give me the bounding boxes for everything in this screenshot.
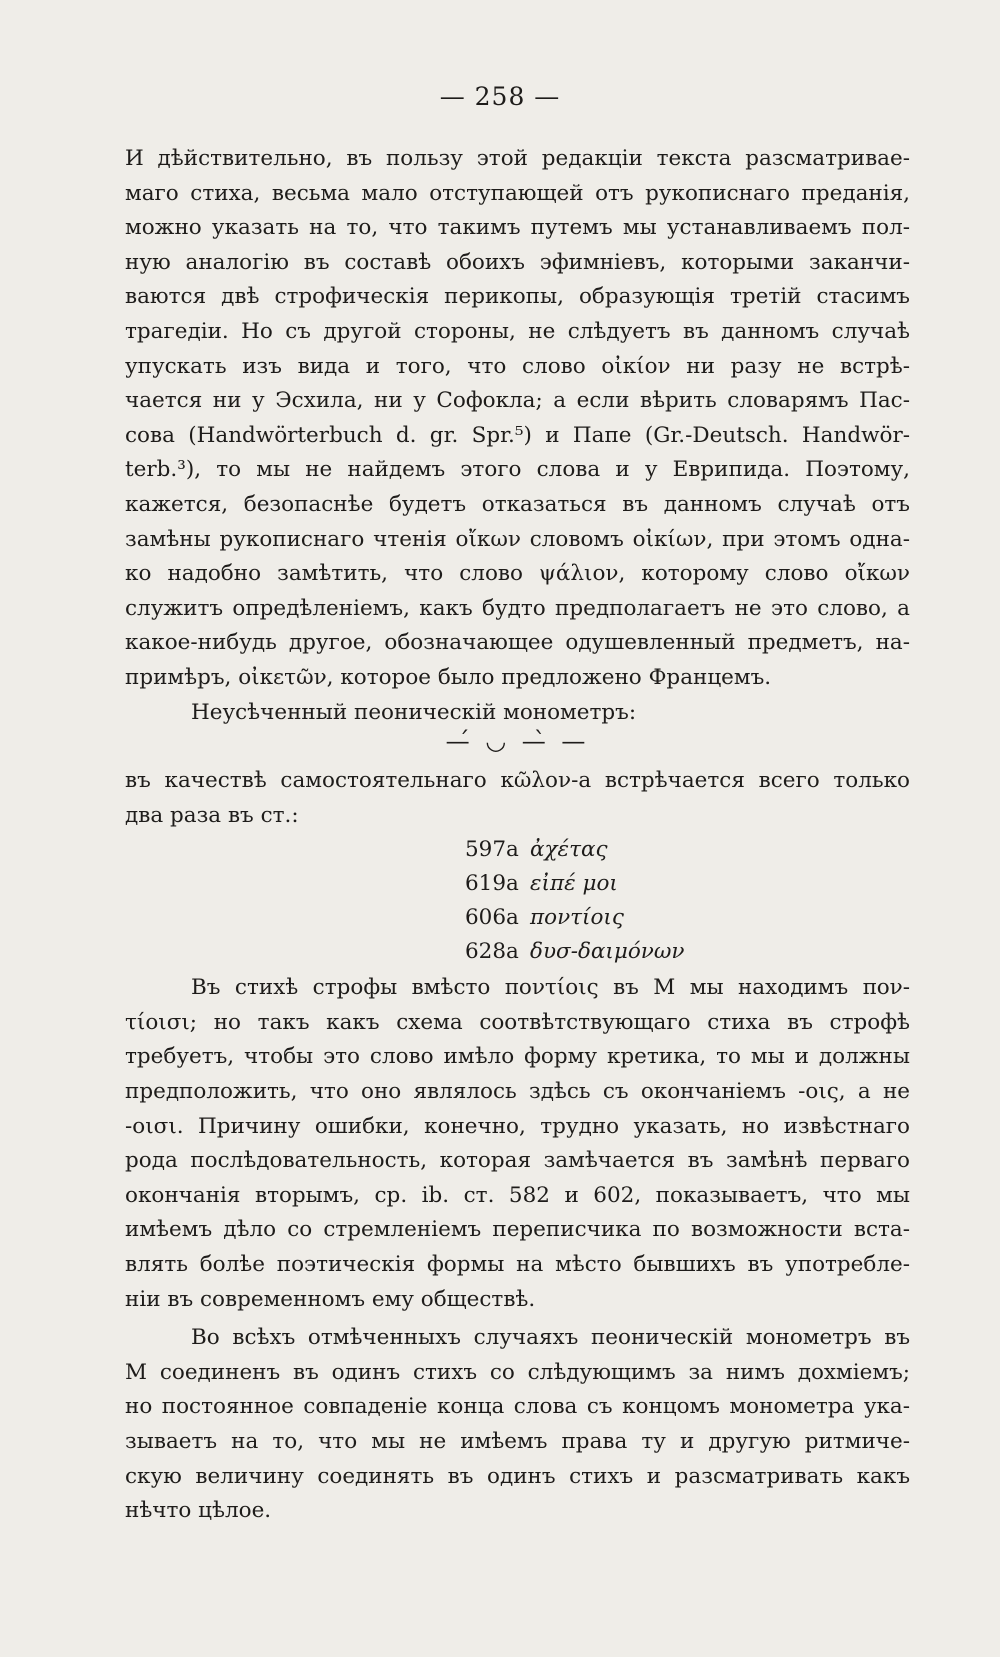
page-number: — 258 — bbox=[439, 82, 561, 111]
text-line: можно указать на то, что такимъ путемъ мы устанавливаемъ пол- bbox=[125, 215, 910, 241]
text-line: зываетъ на то, что мы не имѣемъ права ту и другую ритмиче- bbox=[125, 1429, 910, 1454]
meter-symbols: —́ ◡ —̀ — bbox=[445, 727, 590, 756]
citation-verse: 628a bbox=[465, 939, 519, 965]
text-line: Во всѣхъ отмѣченныхъ случаяхъ пеоническій монометръ въ bbox=[191, 1325, 910, 1351]
text-line: чается ни у Эсхила, ни у Софокла; а если вѣрить словарямъ Пас- bbox=[125, 388, 910, 414]
body-text bbox=[125, 142, 910, 1529]
citation-list bbox=[125, 833, 910, 971]
citation-verse: 597a bbox=[465, 837, 519, 863]
citation-word: ποντίοις bbox=[530, 905, 624, 931]
citation-word: εἰπέ μοι bbox=[530, 871, 618, 897]
text-line: И дѣйствительно, въ пользу этой редакціи текста разсматривае- bbox=[125, 146, 910, 171]
citation-word: δυσ-δαιμόνων bbox=[530, 939, 685, 965]
text-line: τίοισι; но такъ какъ схема соотвѣтствующаго стиха въ строфѣ bbox=[125, 1009, 910, 1035]
text-line: ко надобно замѣтить, что слово ψάλιον, которому слово οἴκων bbox=[125, 561, 910, 587]
paragraph-2: Неусѣченный пеоническій монометръ: bbox=[191, 699, 637, 725]
text-line: кажется, безопаснѣе будетъ отказаться въ данномъ случаѣ отъ bbox=[125, 491, 910, 517]
text-line: примѣръ, οἰκετῶν, которое было предложено Францемъ. bbox=[125, 664, 772, 690]
text-line: ную аналогію въ составѣ обоихъ эфимніевъ, которыми заканчи- bbox=[125, 249, 910, 275]
paragraph-3 bbox=[125, 764, 910, 833]
text-line: окончанія вторымъ, ср. ib. ст. 582 и 602, показываетъ, что мы bbox=[125, 1182, 910, 1208]
text-line: ваются двѣ строфическія перикопы, образующія третій стасимъ bbox=[125, 284, 910, 310]
text-line: рода послѣдовательность, которая замѣчается въ замѣнѣ перваго bbox=[125, 1148, 910, 1174]
paragraph-1 bbox=[125, 142, 910, 696]
text-line: два раза въ ст.: bbox=[125, 802, 299, 828]
text-line: сова (Handwörterbuch d. gr. Spr.⁵) и Папе (Gr.-Deutsch. Handwör- bbox=[125, 422, 910, 448]
text-line: какое-нибудь другое, обозначающее одушевленный предметъ, на- bbox=[125, 630, 910, 656]
text-line: маго стиха, весьма мало отступающей отъ рукописнаго преданія, bbox=[125, 180, 910, 206]
text-line: имѣемъ дѣло со стремленіемъ переписчика по возможности вста- bbox=[125, 1217, 910, 1243]
text-line: нѣчто цѣлое. bbox=[125, 1498, 272, 1524]
text-line: служитъ опредѣленіемъ, какъ будто предполагаетъ не это слово, а bbox=[125, 595, 910, 621]
text-line: Въ стихѣ строфы вмѣсто ποντίοις въ М мы находимъ πον- bbox=[191, 975, 910, 1001]
citation-verse: 619a bbox=[465, 871, 519, 897]
text-line: но постоянное совпаденіе конца слова съ концомъ монометра ука- bbox=[125, 1394, 910, 1420]
citation-word: ἀχέτας bbox=[530, 837, 608, 863]
text-line: М соединенъ въ одинъ стихъ со слѣдующимъ за нимъ дохміемъ; bbox=[125, 1359, 910, 1385]
text-line: скую величину соединять въ одинъ стихъ и разсматривать какъ bbox=[125, 1463, 910, 1489]
text-line: требуетъ, чтобы это слово имѣло форму кретика, то мы и должны bbox=[125, 1044, 910, 1070]
text-line: замѣны рукописнаго чтенія οἴκων словомъ οἰκίων, при этомъ одна- bbox=[125, 526, 910, 552]
paragraph-5 bbox=[125, 1321, 910, 1529]
metrical-scheme bbox=[125, 724, 910, 764]
text-line: упускать изъ вида и того, что слово οἰκίον ни разу не встрѣ- bbox=[125, 353, 910, 379]
text-line: -οισι. Причину ошибки, конечно, трудно указать, но извѣстнаго bbox=[125, 1113, 910, 1139]
text-line: terb.³), то мы не найдемъ этого слова и у Еврипида. Поэтому, bbox=[125, 457, 910, 483]
text-line: влять болѣе поэтическія формы на мѣсто бывшихъ въ употребле- bbox=[125, 1252, 910, 1278]
text-line: въ качествѣ самостоятельнаго κῶλον-а встрѣчается всего только bbox=[125, 768, 910, 794]
text-line: ніи въ современномъ ему обществѣ. bbox=[125, 1286, 536, 1312]
text-line: предположить, что оно являлось здѣсь съ окончаніемъ -οις, а не bbox=[125, 1079, 910, 1105]
paragraph-4 bbox=[125, 971, 910, 1317]
text-line: трагедіи. Но съ другой стороны, не слѣдуетъ въ данномъ случаѣ bbox=[125, 318, 910, 344]
citation-verse: 606a bbox=[465, 905, 519, 931]
